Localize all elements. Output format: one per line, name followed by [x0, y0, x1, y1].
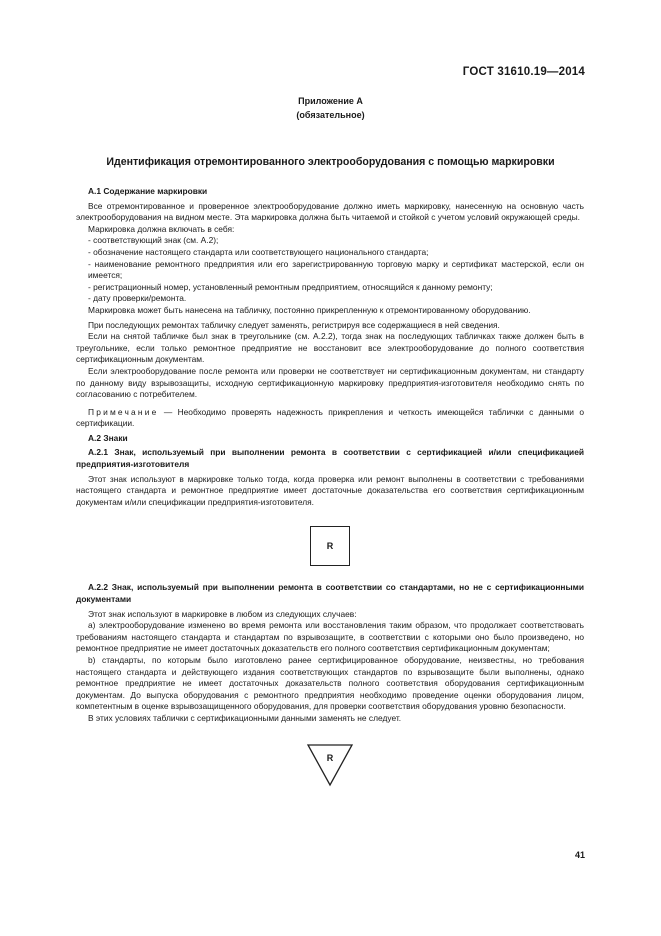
list-item: - обозначение настоящего стандарта или соответствующего национального стандарта; — [88, 246, 429, 257]
repair-mark-letter: R — [326, 540, 334, 551]
appendix-heading — [0, 94, 661, 122]
paragraph: Все отремонтированное и проверенное электрооборудование должно иметь маркировку, нанесенную на основную часть электрооборудования на видном месте. Эта маркировка должна быть читаемой и стойкой с учетом условий окружающей среды. — [76, 200, 584, 223]
page-number: 41 — [574, 850, 585, 860]
paragraph: Маркировка должна включать в себя: — [88, 223, 235, 234]
list-item: а) электрооборудование изменено во время ремонта или восстановления таким образом, что продолжает соответствовать требованиям настоящего стандарта и стандартам по взрывозащите, в соответствии с которыми оно было произведено, но ремонтное предприятие не имеет достаточных доказательств его полного соответствия сертификационным документам; — [76, 620, 584, 654]
paragraph: Этот знак используют в маркировке в любом из следующих случаев: — [88, 608, 357, 619]
triangle-mark-letter: R — [326, 752, 334, 763]
paragraph: Этот знак используют в маркировке только тогда, когда проверка или ремонт выполнены в соответствии с требованиями настоящего стандарта и ремонтное предприятие имеет достаточные доказательства его соответствия сертификационным документам и/или спецификации предприятия-изготовителя. — [76, 473, 584, 507]
section-a1-heading: А.1 Содержание маркировки — [88, 186, 208, 196]
paragraph: Если на снятой табличке был знак в треугольнике (см. А.2.2), тогда знак на последующих табличках также должен быть в треугольнике, если только ремонтное предприятие не восстановит все электрооборудование до полного соответствия сертификационным документам. — [76, 331, 584, 365]
standard-designation: ГОСТ 31610.19—2014 — [462, 66, 585, 78]
paragraph: Если электрооборудование после ремонта или проверки не соответствует ни сертификационным документам, ни стандарту по данному виду взрывозащиты, исходную сертификационную маркировку предприятия-изготовителя необходимо снять по согласованию с потребителем. — [76, 365, 584, 400]
appendix-label: Приложение А — [298, 96, 363, 106]
repair-mark-square — [310, 526, 350, 566]
list-item: - регистрационный номер, установленный ремонтным предприятием, относящийся к данному ремонту; — [88, 281, 493, 292]
list-item: - наименование ремонтного предприятия или его зарегистрированную торговую марку и сертификат мастерской, если он имеется; — [88, 258, 584, 281]
paragraph: При последующих ремонтах табличку следует заменять, регистрируя все содержащиеся в ней сведения. — [88, 319, 500, 330]
note-text: — Необходимо проверять надежность прикрепления и четкость имеющейся таблички с данными о сертификации. — [76, 406, 584, 429]
note-label: Примечание — [88, 406, 159, 417]
list-item: - дату проверки/ремонта. — [88, 293, 187, 304]
page-title: Идентификация отремонтированного электрооборудования с помощью маркировки — [106, 156, 555, 168]
section-a22-heading: А.2.2 Знак, используемый при выполнении ремонта в соответствии со стандартами, но не с сертификационными документами — [76, 582, 584, 605]
triangle-outline — [308, 745, 352, 785]
appendix-status: (обязательное) — [296, 110, 365, 120]
section-a21-heading: А.2.1 Знак, используемый при выполнении ремонта в соответствии с сертификацией и/или спецификацией предприятия-изготовителя — [76, 447, 584, 470]
paragraph: В этих условиях таблички с сертификационными данными заменять не следует. — [88, 712, 402, 723]
document-body — [76, 186, 584, 787]
note — [76, 407, 584, 430]
paragraph: Маркировка может быть нанесена на табличку, постоянно прикрепленную к отремонтированному оборудованию. — [88, 304, 531, 315]
list-item: b) стандарты, по которым было изготовлено ранее сертифицированное оборудование, неизвестны, но требования настоящего стандарта и действующего издания соответствующих стандартов по взрывозащите были выполнены, однако ремонтное предприятие не имеет достаточных доказательств полного соответствия оборудования сертификационным документам. До выпуска оборудования с ремонтного предприятия необходимо проведение оценки оборудования лицом, компетентным в оценке взрывозащищенного оборудования, для проверки соответствия оборудования уровню безопасности. — [76, 655, 584, 712]
list-item: - соответствующий знак (см. А.2); — [88, 235, 219, 246]
repair-mark-triangle — [306, 743, 354, 787]
section-a2-heading: А.2 Знаки — [88, 432, 128, 443]
